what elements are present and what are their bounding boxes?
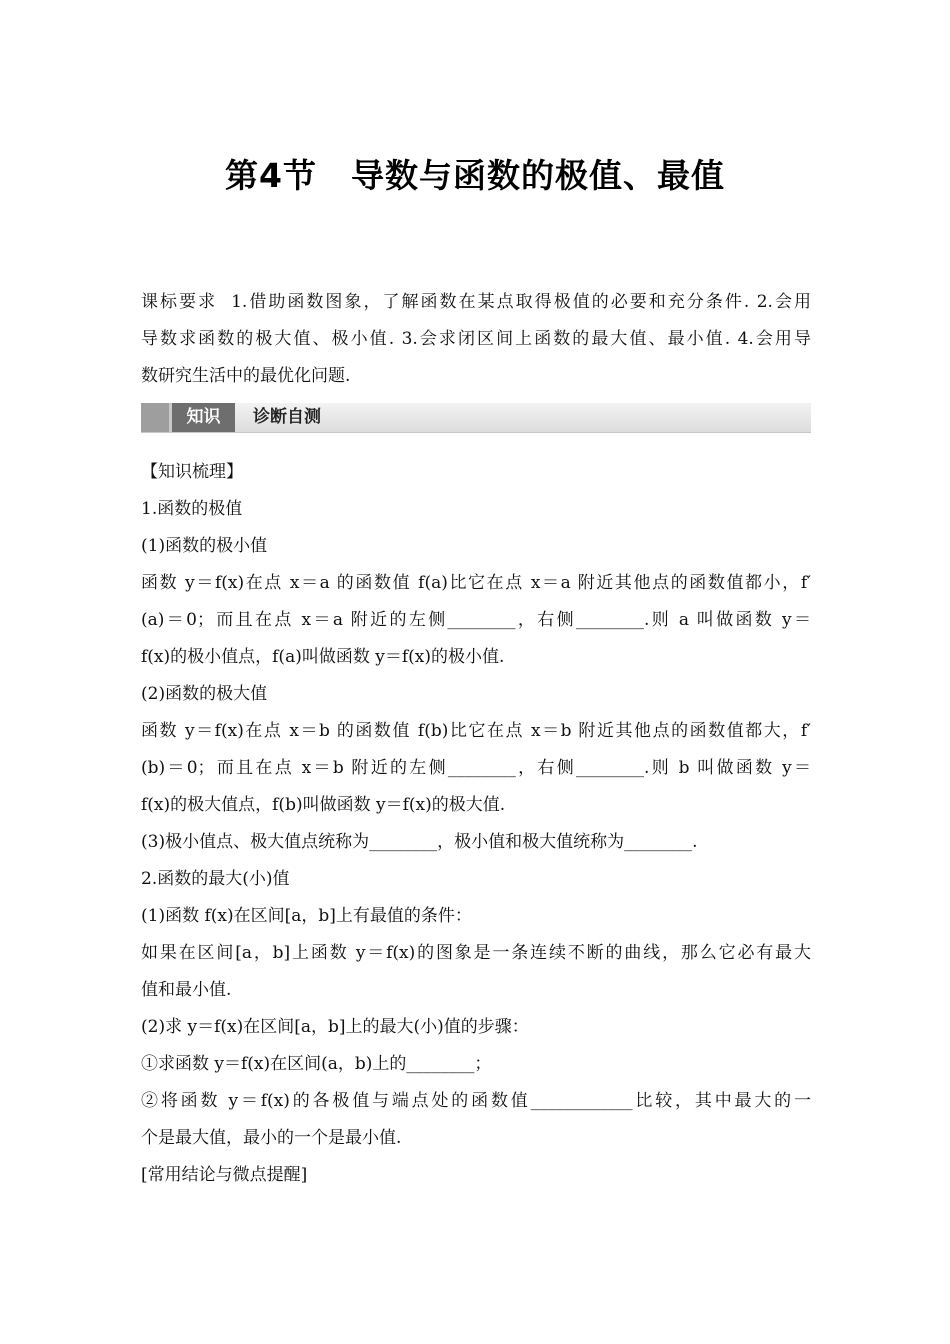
banner-accent-strip	[141, 403, 169, 432]
body-line: (1)函数 f(x)在区间[a，b]上有最值的条件：	[141, 906, 472, 926]
body-line: 函数 y＝f(x)在点 x＝a 的函数值 f(a)比它在点 x＝a 附近其他点的函数值都小，f′	[141, 573, 811, 593]
body-line: 函数 y＝f(x)在点 x＝b 的函数值 f(b)比它在点 x＝b 附近其他点的函数值都大，f′	[141, 721, 811, 741]
body-line: 个是最大值，最小的一个是最小值.	[141, 1128, 402, 1148]
knowledge-body	[141, 454, 811, 1194]
body-line: 如果在区间[a，b]上函数 y＝f(x)的图象是一条连续不断的曲线，那么它必有最大	[141, 943, 811, 963]
body-line: (2)求 y＝f(x)在区间[a，b]上的最大(小)值的步骤：	[141, 1017, 529, 1037]
body-line: 值和最小值.	[141, 980, 232, 1000]
body-line: 【知识梳理】	[141, 462, 243, 482]
body-line: (1)函数的极小值	[141, 536, 268, 556]
body-line: [常用结论与微点提醒]	[141, 1165, 308, 1185]
body-line: ①求函数 y＝f(x)在区间(a，b)上的________；	[141, 1054, 492, 1074]
requirement-line: 导数求函数的极大值、极小值. 3.会求闭区间上函数的最大值、最小值. 4.会用导	[141, 329, 811, 349]
body-line: (b)＝0；而且在点 x＝b 附近的左侧________，右侧________.则 b 叫做函数 y＝	[141, 758, 811, 778]
body-line: f(x)的极小值点，f(a)叫做函数 y＝f(x)的极小值.	[141, 647, 505, 667]
section-banner	[141, 403, 811, 433]
body-line: 1.函数的极值	[141, 499, 243, 519]
body-line: (3)极小值点、极大值点统称为________，极小值和极大值统称为________.	[141, 832, 698, 852]
requirement-line: 数研究生活中的最优化问题.	[141, 366, 351, 386]
banner-title: 诊断自测	[253, 407, 321, 427]
requirement-line: 课标要求 1.借助函数图象，了解函数在某点取得极值的必要和充分条件. 2.会用	[141, 292, 812, 312]
requirement-label: 课标要求	[141, 292, 218, 312]
banner-tag: 知识	[169, 403, 235, 432]
page-title: 第4节 导数与函数的极值、最值	[225, 156, 725, 195]
body-line: 2.函数的最大(小)值	[141, 869, 290, 889]
body-line: (2)函数的极大值	[141, 684, 268, 704]
body-line: ②将函数 y＝f(x)的各极值与端点处的函数值____________比较，其中最大的一	[141, 1091, 811, 1111]
curriculum-requirements	[141, 284, 811, 395]
body-line: (a)＝0；而且在点 x＝a 附近的左侧________，右侧________.则 a 叫做函数 y＝	[141, 610, 811, 630]
body-line: f(x)的极大值点，f(b)叫做函数 y＝f(x)的极大值.	[141, 795, 506, 815]
